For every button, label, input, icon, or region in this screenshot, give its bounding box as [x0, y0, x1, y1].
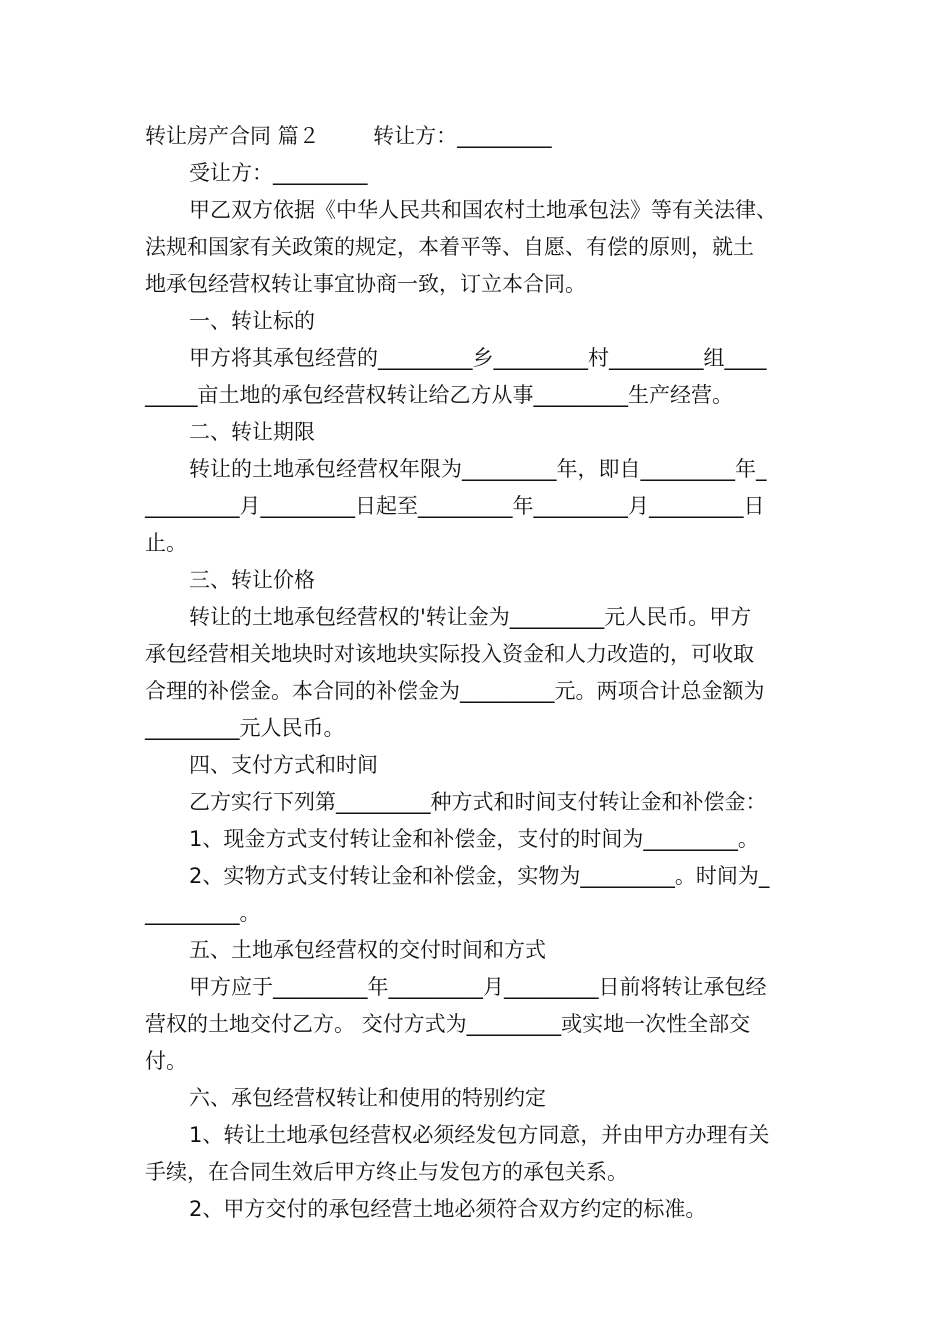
paragraph-line: 付。 — [145, 1049, 187, 1073]
paragraph-line: 乙方实行下列第_________种方式和时间支付转让金和补偿金： — [189, 790, 767, 814]
paragraph-line: 甲方将其承包经营的_________乡_________村_________组____ — [189, 346, 767, 370]
section-heading: 四、支付方式和时间 — [189, 753, 378, 777]
paragraph-line: 承包经营相关地块时对该地块实际投入资金和人力改造的，可收取 — [145, 642, 754, 666]
contract-body — [145, 118, 807, 1228]
paragraph-line: _____亩土地的承包经营权转让给乙方从事_________生产经营。 — [145, 383, 733, 407]
section-heading: 五、土地承包经营权的交付时间和方式 — [189, 938, 546, 962]
section-heading: 三、转让价格 — [189, 568, 315, 592]
document-title: 转让房产合同 篇２ 转让方：_________ — [145, 124, 552, 148]
paragraph-line: 转让的土地承包经营权的'转让金为_________元人民币。甲方 — [189, 605, 752, 629]
paragraph-line: 2、实物方式支付转让金和补偿金，实物为_________。时间为_ — [189, 864, 770, 888]
paragraph-line: 甲方应于_________年_________月_________日前将转让承包经 — [189, 975, 767, 999]
paragraph-line: 止。 — [145, 531, 187, 555]
paragraph-line: _________。 — [145, 901, 261, 925]
paragraph-line: _________月_________日起至_________年_________月_________日 — [145, 494, 765, 518]
paragraph-line: 地承包经营权转让事宜协商一致，订立本合同。 — [145, 272, 586, 296]
paragraph-line: 1、转让土地承包经营权必须经发包方同意，并由甲方办理有关 — [189, 1123, 770, 1147]
paragraph-line: 转让的土地承包经营权年限为_________年，即自_________年_ — [189, 457, 767, 481]
paragraph-line: 1、现金方式支付转让金和补偿金，支付的时间为_________。 — [189, 827, 759, 851]
paragraph-line: 营权的土地交付乙方。 交付方式为_________或实地一次性全部交 — [145, 1012, 751, 1036]
paragraph-line: 甲乙双方依据《中华人民共和国农村土地承包法》等有关法律、 — [189, 198, 777, 222]
paragraph-line: 受让方：_________ — [189, 161, 368, 185]
section-heading: 一、转让标的 — [189, 309, 315, 333]
section-heading: 六、承包经营权转让和使用的特别约定 — [189, 1086, 546, 1110]
paragraph-line: 合理的补偿金。本合同的补偿金为_________元。两项合计总金额为 — [145, 679, 765, 703]
paragraph-line: 2、甲方交付的承包经营土地必须符合双方约定的标准。 — [189, 1197, 707, 1221]
paragraph-line: 法规和国家有关政策的规定，本着平等、自愿、有偿的原则，就土 — [145, 235, 754, 259]
paragraph-line: _________元人民币。 — [145, 716, 345, 740]
section-heading: 二、转让期限 — [189, 420, 315, 444]
paragraph-line: 手续，在合同生效后甲方终止与发包方的承包关系。 — [145, 1160, 628, 1184]
